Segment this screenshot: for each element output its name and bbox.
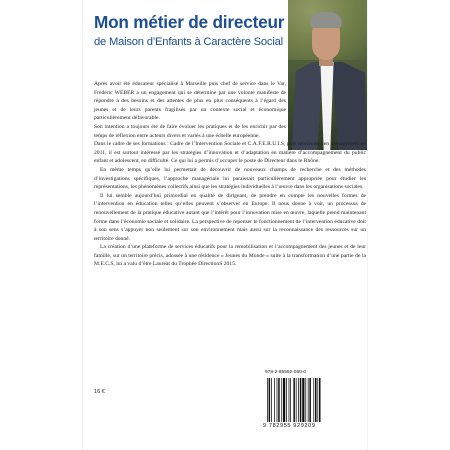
book-back-cover xyxy=(83,0,367,450)
paragraph-2: Son intention a toujours été de faire évoluer les pratiques et de les enrichir par des temps de réflexion entre acteurs divers et variés à une échelle européenne. xyxy=(94,123,286,139)
paragraph-5: Il lui semble aujourd’hui primordial en qualité de dirigeant, de prendre en compte les nouvelles formes de l’intervention en éducation telles qu’elles peuvent s’observer en Europe. Il nous donne à voir, un processus de renouvellement de la pratique éducative autant que l’intérêt pour l’innovation mise en œuvre, laquelle prend maintenant forme dans l’économie sociale et solidaire. La perspective de repenser le fonctionnement de l’intervention éducative doit à son sens s’appuyer non seulement sur son environnement mais aussi sur la reconnaissance des ressources sur un territoire donné. xyxy=(94,192,366,242)
paragraph-6: La création d’une plateforme de services éducatifs pour la remobilisation et l’accompagnement des jeunes et de leur famille, sur un territoire précis, adossée à une résidence « Jeunes du Monde » suite à la transformation d’une partie de la M.E.C.S, lui a valu d’être Lauréat du Trophée DirectionS 2015. xyxy=(94,244,366,268)
body-text xyxy=(94,80,366,269)
book-subtitle: de Maison d’Enfants à Caractère Social xyxy=(94,36,283,48)
paragraph-4: En même temps qu’elle lui permettait de découvrir de nouveaux champs de recherche et des méthodes d’investigations spécifiques, l’approche managériale lui paraissait particulièrement appropriée pour étudier les représentations, les phénomènes collectifs ainsi que les stratégies individuelles à l’œuvre dans les organisations sociales. xyxy=(94,166,366,191)
isbn-text: 978-2-85592-050-0 xyxy=(265,370,307,375)
barcode-icon xyxy=(267,378,341,422)
price-label: 16 € xyxy=(94,389,105,395)
book-title: Mon métier de directeur xyxy=(94,12,285,32)
paragraph-1: Après avoir été éducateur spécialisé à Marseille puis chef de service dans le Var, Frédéric WEBER a un engagement qui se détermine par une volonté manifeste de répondre à des besoins et des attentes de plus en plus conséquents à l’égard des jeunes et de leurs parents fragilisés par un contexte social et économique particulièrement défavorable. xyxy=(94,81,286,122)
paragraph-3: Dans le cadre de ses formations : Cadre de l’Intervention Sociale et C.A.F.E.R.U.I.S, puis réorientées en management en 2011, il est surtout intéressé par les stratégies d’innovation et d’adaptation en matière d’accompagnement du public enfant et adolescent, en difficulté. Ce qui lui a permis d’occuper le poste de Directeur dans le Rhône. xyxy=(94,141,366,165)
barcode xyxy=(261,368,345,434)
barcode-digits: 9 782955 929209 xyxy=(263,423,316,429)
